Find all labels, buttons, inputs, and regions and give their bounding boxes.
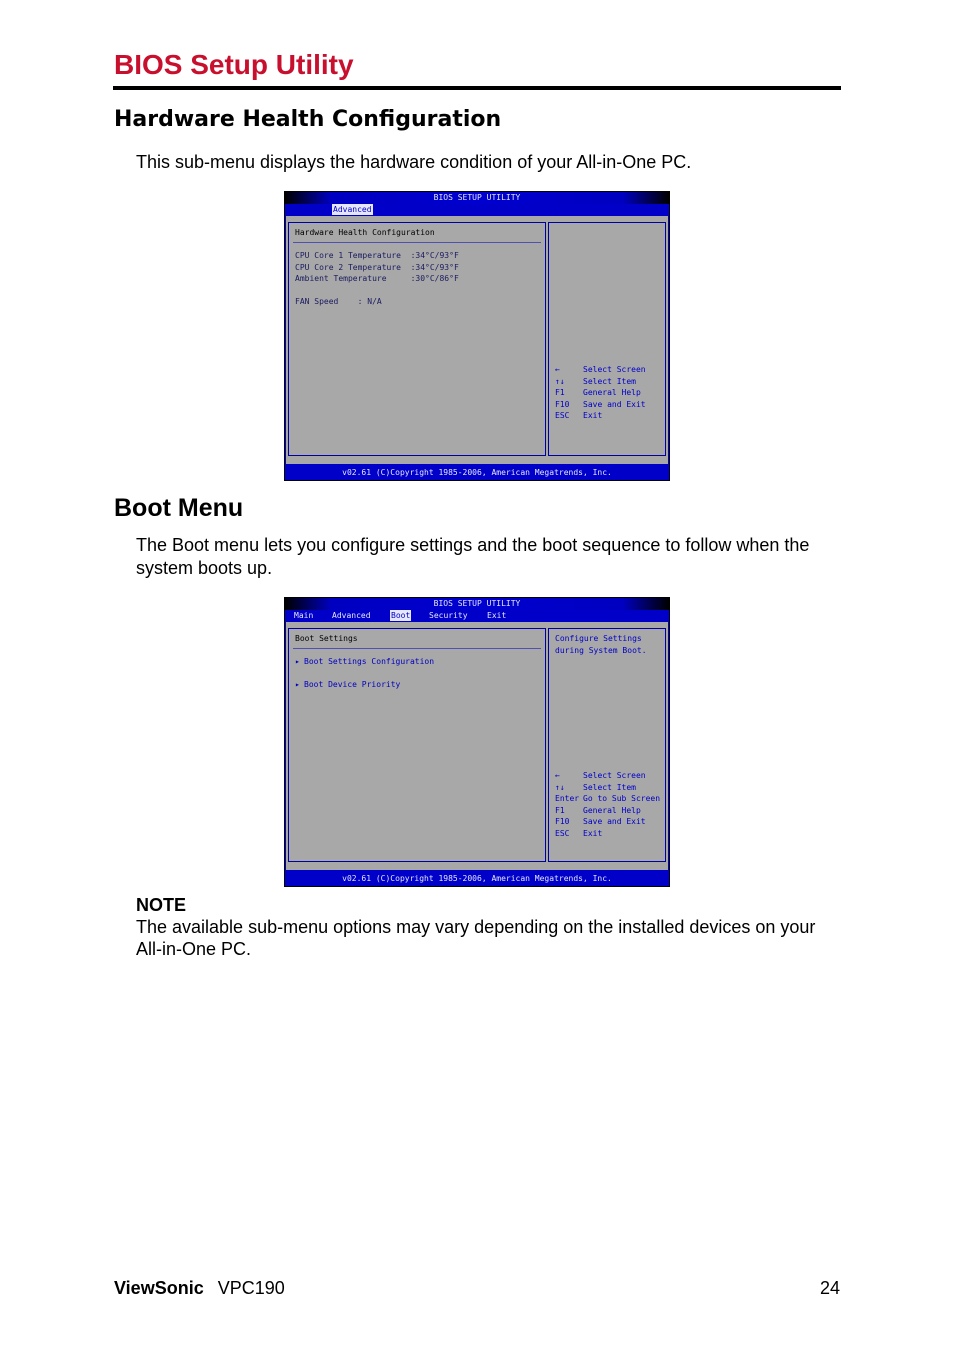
key-general-help: F1 General Help xyxy=(555,805,641,815)
panel-divider xyxy=(293,242,541,243)
note-label: NOTE xyxy=(136,895,187,915)
bios-footer: v02.61 (C)Copyright 1985-2006, American Megatrends, Inc. xyxy=(285,466,669,480)
bios-menu-bar xyxy=(285,610,669,622)
key-select-item: ↑↓ Select Item xyxy=(555,782,636,792)
key-select-item: ↑↓ Select Item xyxy=(555,376,636,386)
key-general-help: F1 General Help xyxy=(555,388,641,397)
key-exit: ESC Exit xyxy=(555,828,603,838)
footer-brand-name: ViewSonic xyxy=(114,1278,204,1298)
page-title: BIOS Setup Utility xyxy=(114,49,354,80)
footer-page-number: 24 xyxy=(819,1278,840,1298)
key-exit: ESC Exit xyxy=(555,411,603,420)
bios-body xyxy=(286,622,668,870)
key-select-screen: ← Select Screen xyxy=(555,365,646,374)
tab-exit[interactable]: Exit xyxy=(487,611,507,620)
hardware-health-description: This sub-menu displays the hardware condition of your All-in-One PC. xyxy=(136,152,692,172)
footer-model: VPC190 xyxy=(217,1278,285,1298)
bios-menu-bar xyxy=(285,204,669,216)
help-text-line-2: during System Boot. xyxy=(555,645,647,655)
boot-device-priority-item[interactable]: ▸ Boot Device Priority xyxy=(295,680,401,689)
bios-help-panel xyxy=(548,222,666,456)
bios-left-panel xyxy=(288,222,546,456)
panel-divider xyxy=(293,648,541,649)
cpu-core2-temp-row: CPU Core 2 Temperature :34°C/93°F xyxy=(295,262,459,272)
footer-brand xyxy=(114,1277,285,1299)
boot-settings-configuration-item[interactable]: ▸ Boot Settings Configuration xyxy=(295,657,435,666)
bios-footer: v02.61 (C)Copyright 1985-2006, American Megatrends, Inc. xyxy=(285,872,669,886)
boot-menu-heading: Boot Menu xyxy=(114,494,244,522)
panel-heading: Hardware Health Configuration xyxy=(295,228,435,237)
bios-screenshot-boot-menu xyxy=(284,597,670,887)
key-go-to-sub-screen: Enter Go to Sub Screen xyxy=(555,794,661,803)
bios-left-panel xyxy=(288,628,546,862)
bios-title-bar: BIOS SETUP UTILITY xyxy=(285,598,669,610)
cpu-core1-temp-row: CPU Core 1 Temperature :34°C/93°F xyxy=(295,251,459,260)
tab-main[interactable]: Main xyxy=(294,611,314,620)
title-rule xyxy=(113,86,841,90)
bios-body xyxy=(286,216,668,464)
submenu-arrow-icon: ▸ xyxy=(295,657,300,666)
help-text-line-1: Configure Settings xyxy=(555,634,642,643)
hardware-health-heading: Hardware Health Configuration xyxy=(114,107,502,132)
panel-heading: Boot Settings xyxy=(295,634,358,643)
key-save-exit: F10 Save and Exit xyxy=(555,399,646,409)
ambient-temp-row: Ambient Temperature :30°C/86°F xyxy=(295,274,459,283)
submenu-arrow-icon: ▸ xyxy=(295,680,300,689)
bios-help-panel xyxy=(548,628,666,862)
key-save-exit: F10 Save and Exit xyxy=(555,817,646,826)
fan-speed-row: FAN Speed : N/A xyxy=(295,297,382,306)
bios-screenshot-hardware-health xyxy=(284,191,670,481)
key-select-screen: ← Select Screen xyxy=(555,771,646,780)
note-text: The available sub-menu options may vary depending on the installed devices on your All-in-One PC. xyxy=(136,917,816,959)
tab-advanced[interactable]: Advanced xyxy=(332,611,371,620)
tab-security[interactable]: Security xyxy=(429,611,468,620)
tab-advanced[interactable]: Advanced xyxy=(333,205,372,214)
tab-boot[interactable]: Boot xyxy=(391,611,411,620)
boot-menu-description: The Boot menu lets you configure settings and the boot sequence to follow when the system boots up. xyxy=(136,535,810,578)
bios-title-bar: BIOS SETUP UTILITY xyxy=(285,192,669,204)
